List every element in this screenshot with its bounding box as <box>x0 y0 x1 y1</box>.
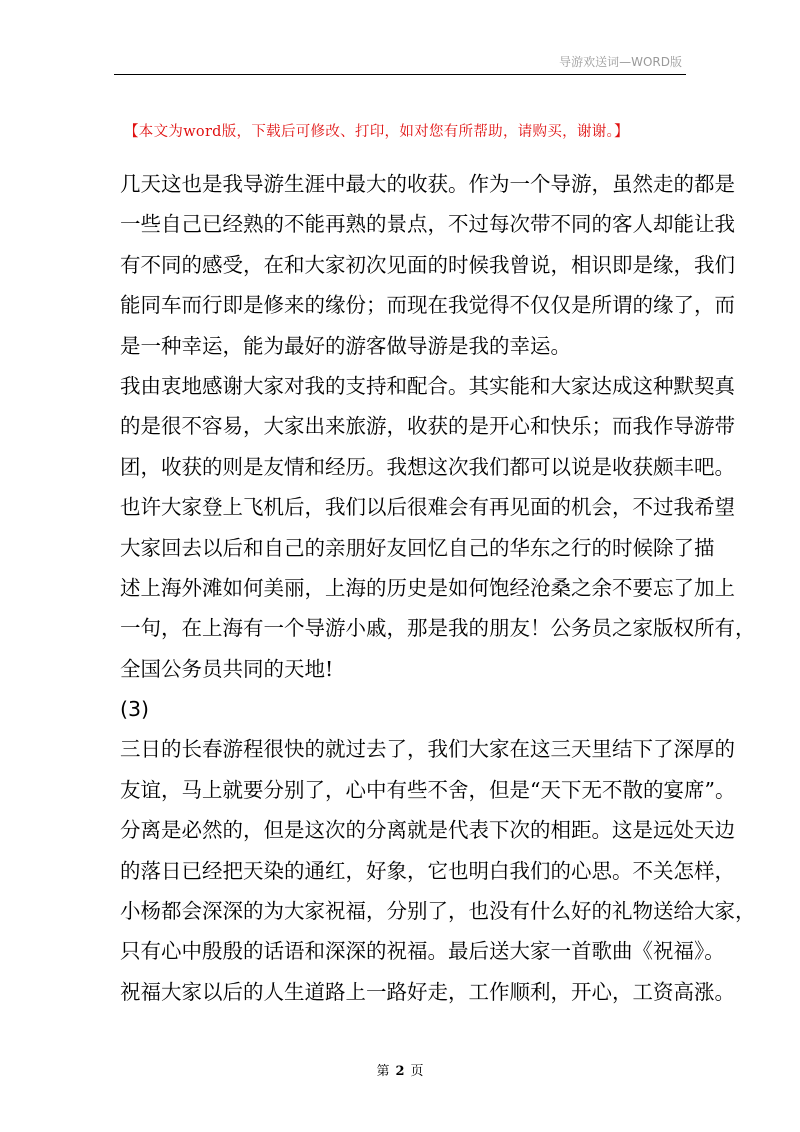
text-line: 我由衷地感谢大家对我的支持和配合。其实能和大家达成这种默契真 <box>120 373 735 398</box>
text-line: 祝福大家以后的人生道路上一路好走，工作顺利，开心，工资高涨。 <box>120 979 735 1004</box>
text-line: 述上海外滩如何美丽，上海的历史是如何饱经沧桑之余不要忘了加上 <box>120 575 735 600</box>
text-line: 的是很不容易，大家出来旅游，收获的是开心和快乐；而我作导游带 <box>120 414 735 439</box>
text-line: 三日的长春游程很快的就过去了，我们大家在这三天里结下了深厚的 <box>120 737 735 762</box>
text-line: 分离是必然的，但是这次的分离就是代表下次的相距。这是远处天边 <box>120 818 735 843</box>
text-line: 只有心中殷殷的话语和深深的祝福。最后送大家一首歌曲《祝福》。 <box>120 939 725 964</box>
page-number-prefix: 第 <box>376 1064 390 1079</box>
text-line: 友谊，马上就要分别了，心中有些不舍，但是“天下无不散的宴席”。 <box>120 777 736 802</box>
text-line: 几天这也是我导游生涯中最大的收获。作为一个导游，虽然走的都是 <box>120 172 735 196</box>
page-number-suffix: 页 <box>410 1064 424 1079</box>
body-text <box>120 164 756 1012</box>
text-line: 的落日已经把天染的通红，好象，它也明白我们的心思。不关怎样， <box>120 858 735 883</box>
text-line: 有不同的感受，在和大家初次见面的时候我曾说，相识即是缘，我们 <box>120 252 735 277</box>
text-line: 也许大家登上飞机后，我们以后很难会有再见面的机会，不过我希望 <box>120 495 735 520</box>
section-marker: (3) <box>120 697 150 722</box>
text-line: 团，收获的则是友情和经历。我想这次我们都可以说是收获颇丰吧。 <box>120 454 735 479</box>
text-line: 全国公务员共同的天地! <box>120 656 334 681</box>
page-header-title: 导游欢送词—WORD版 <box>559 55 682 69</box>
text-line: 是一种幸运，能为最好的游客做导游是我的幸运。 <box>120 333 571 358</box>
purchase-notice: 【本文为word版，下载后可修改、打印，如对您有所帮助，请购买，谢谢。】 <box>124 124 629 140</box>
text-line: 一些自己已经熟的不能再熟的景点，不过每次带不同的客人却能让我 <box>120 212 735 237</box>
header-divider <box>114 74 686 75</box>
text-line: 一句，在上海有一个导游小戚，那是我的朋友！公务员之家版权所有， <box>120 616 756 641</box>
text-line: 小杨都会深深的为大家祝福，分别了，也没有什么好的礼物送给大家， <box>120 899 756 924</box>
page-number: 2 <box>395 1064 405 1079</box>
page-footer <box>0 1060 800 1079</box>
text-line: 大家回去以后和自己的亲朋好友回忆自己的华东之行的时候除了描 <box>120 535 715 560</box>
text-line: 能同车而行即是修来的缘份；而现在我觉得不仅仅是所谓的缘了，而 <box>120 293 735 318</box>
